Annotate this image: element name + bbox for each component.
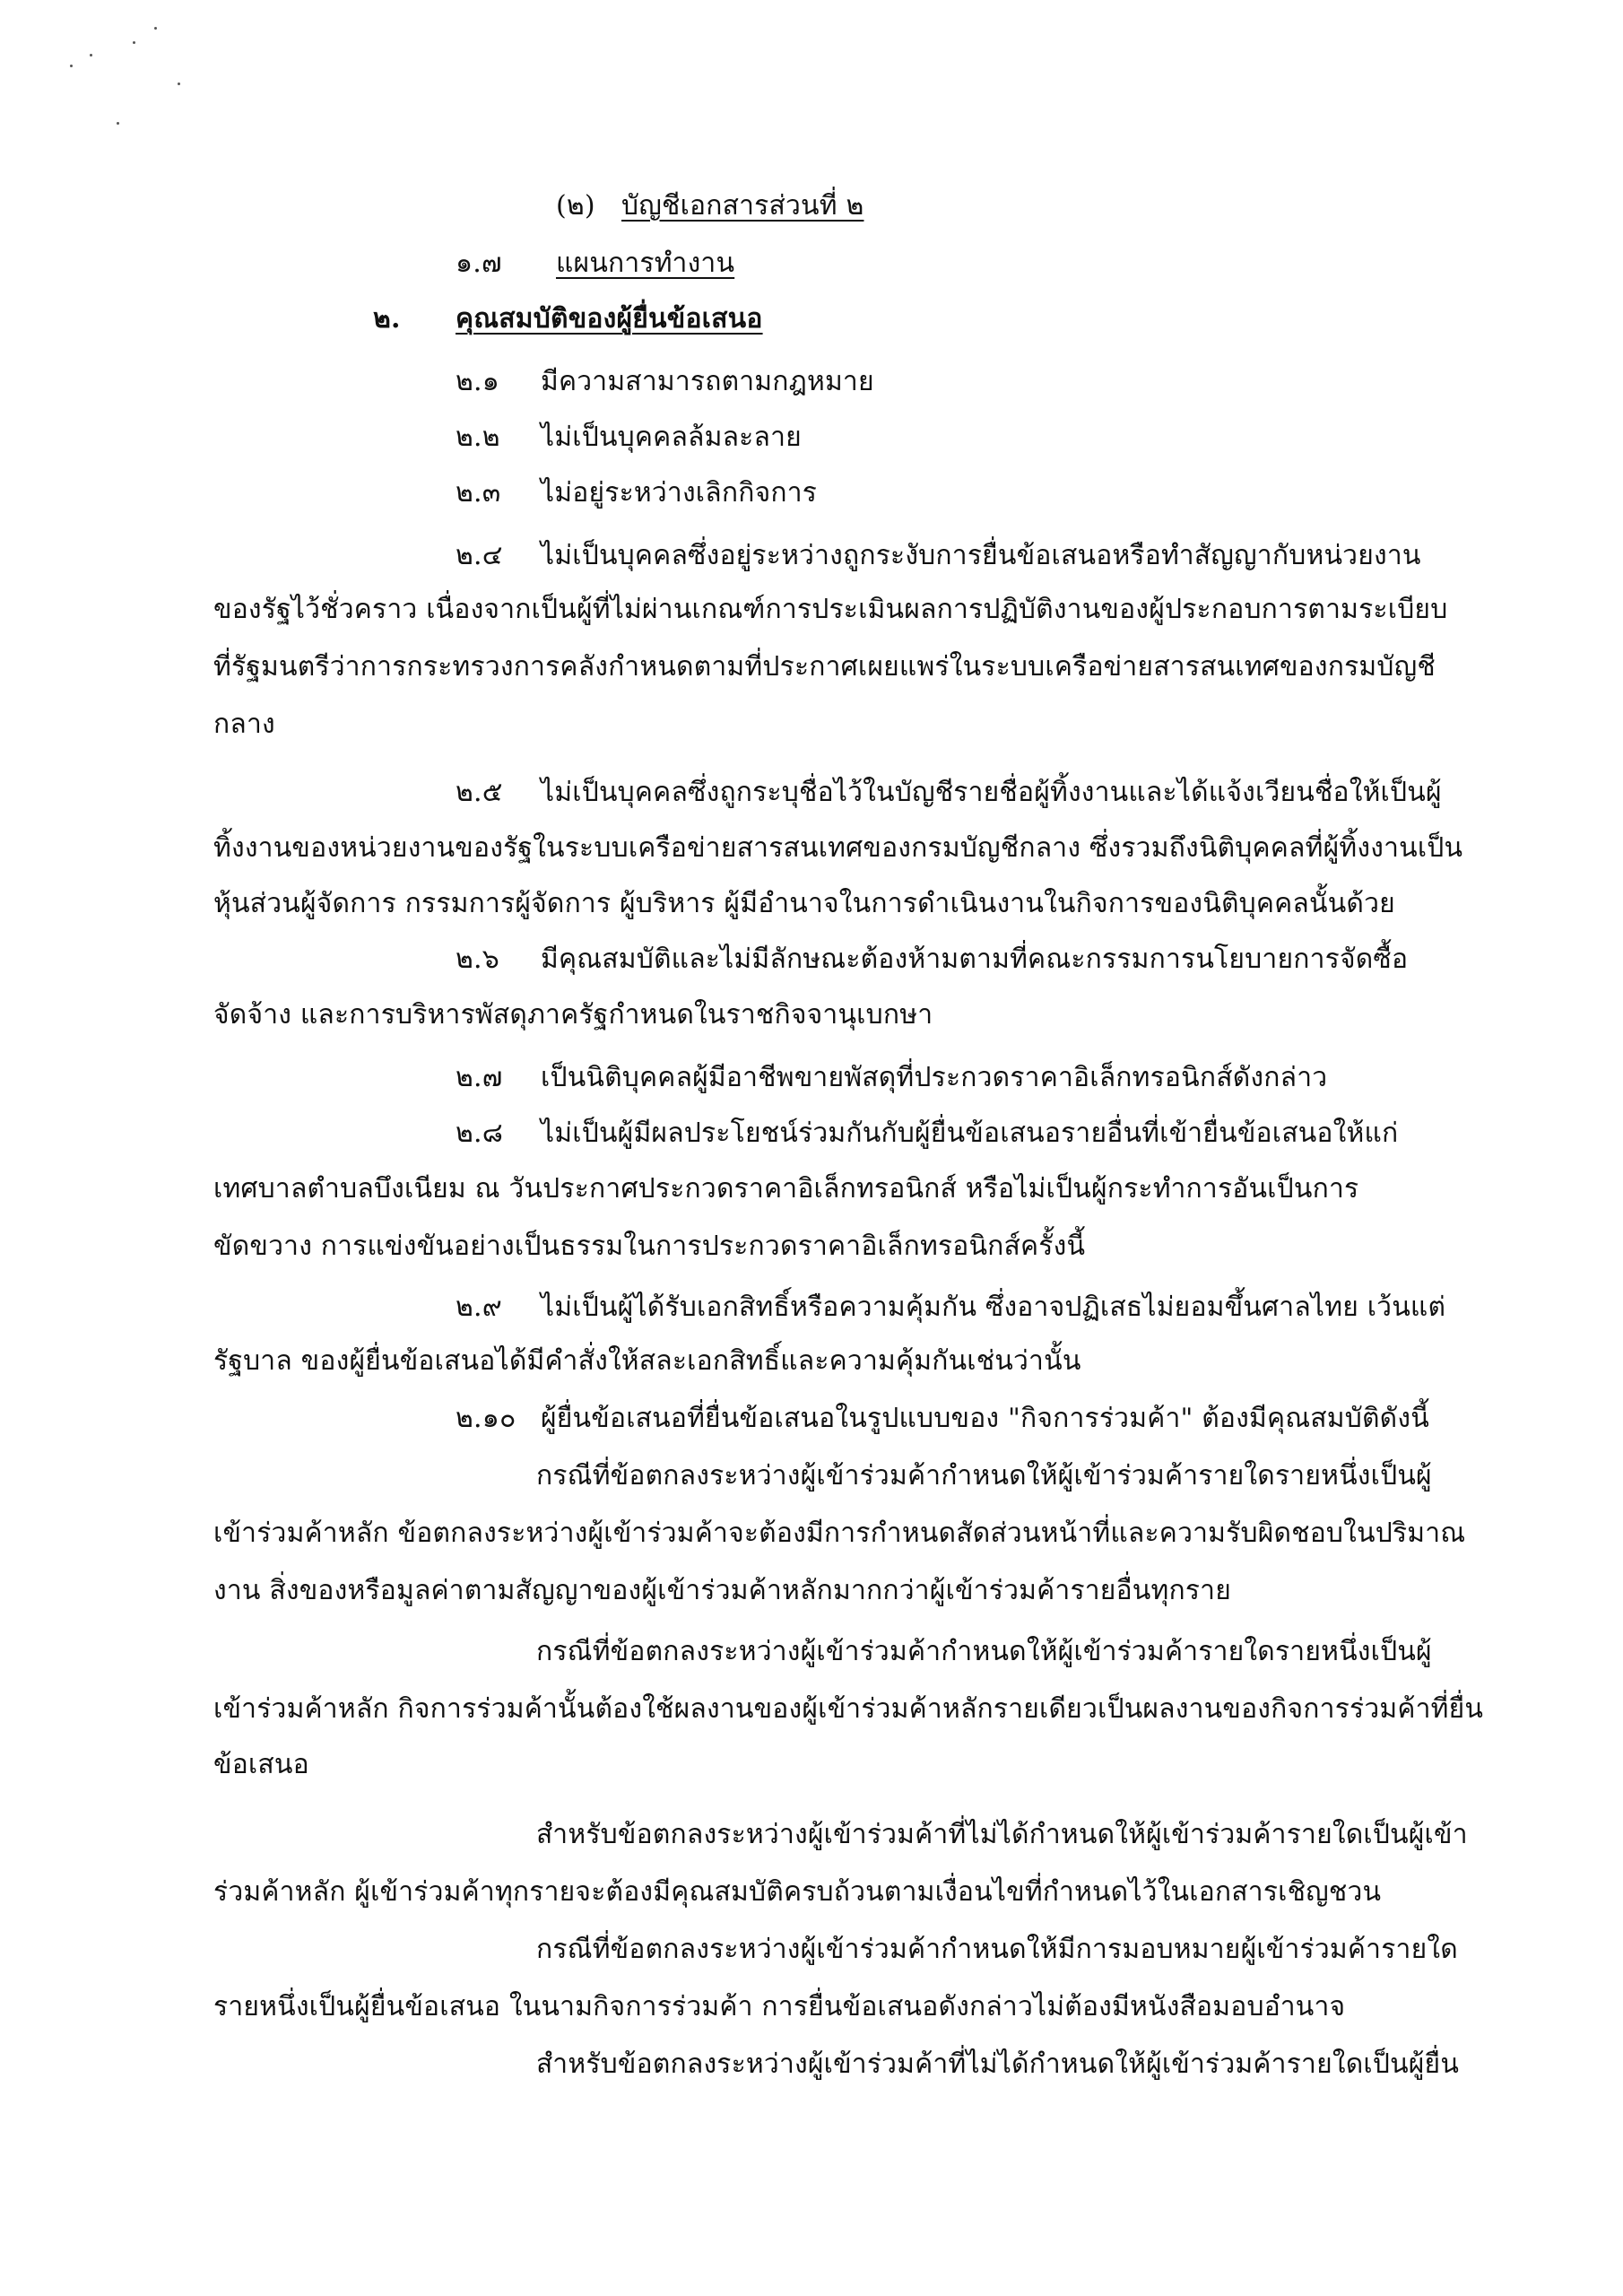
- item-number: ๒.๔: [456, 540, 503, 571]
- list-item: [456, 940, 1408, 979]
- line-text: กรณีที่ข้อตกลงระหว่างผู้เข้าร่วมค้ากำหนดให้ผู้เข้าร่วมค้ารายใดรายหนึ่งเป็นผู้: [536, 1460, 1432, 1492]
- paragraph-first-line: [536, 1815, 1468, 1855]
- item-text: ผู้ยื่นข้อเสนอที่ยื่นข้อเสนอในรูปแบบของ "กิจการร่วมค้า" ต้องมีคุณสมบัติดังนี้: [541, 1403, 1429, 1434]
- list-item: [456, 362, 874, 402]
- text-line: [213, 590, 1448, 630]
- text-line: [213, 648, 1436, 687]
- line-text: สำหรับข้อตกลงระหว่างผู้เข้าร่วมค้าที่ไม่ได้กำหนดให้ผู้เข้าร่วมค้ารายใดเป็นผู้เข้า: [536, 1819, 1468, 1850]
- text-line: [213, 1987, 1419, 2027]
- paragraph-first-line: [536, 1457, 1432, 1496]
- list-item: [456, 244, 734, 283]
- scan-speck: [133, 41, 135, 44]
- text-line: [213, 829, 1463, 868]
- line-text: กรณีที่ข้อตกลงระหว่างผู้เข้าร่วมค้ากำหนดให้ผู้เข้าร่วมค้ารายใดรายหนึ่งเป็นผู้: [536, 1636, 1432, 1667]
- item-text: มีความสามารถตามกฎหมาย: [541, 366, 874, 397]
- line-text: ข้อเสนอ: [213, 1749, 309, 1780]
- scan-speck: [178, 83, 180, 85]
- item-number: ๑.๗: [456, 248, 502, 279]
- text-line: [213, 1745, 1419, 1785]
- line-text: ที่รัฐมนตรีว่าการกระทรวงการคลังกำหนดตามที่ประกาศเผยแพร่ในระบบเครือข่ายสารสนเทศของกรมบัญชี: [213, 651, 1436, 683]
- item-text: ไม่เป็นบุคคลซึ่งอยู่ระหว่างถูกระงับการยื่นข้อเสนอหรือทำสัญญากับหน่วยงาน: [541, 540, 1421, 571]
- scan-speck: [90, 54, 92, 57]
- list-item: [456, 1399, 1429, 1439]
- line-text: เทศบาลตำบลบึงเนียม ณ วันประกาศประกวดราคาอิเล็กทรอนิกส์ หรือไม่เป็นผู้กระทำการอันเป็นการ: [213, 1173, 1359, 1205]
- section-title: คุณสมบัติของผู้ยื่นข้อเสนอ: [456, 303, 763, 335]
- line-text: ทิ้งงานของหน่วยงานของรัฐในระบบเครือข่ายสารสนเทศของกรมบัญชีกลาง ซึ่งรวมถึงนิติบุคคลที่ผู้ทิ้งงานเป็น: [213, 832, 1463, 864]
- line-text: จัดจ้าง และการบริหารพัสดุภาครัฐกำหนดในราชกิจจานุเบกษา: [213, 999, 933, 1031]
- scan-speck: [70, 65, 73, 67]
- scan-speck: [154, 27, 157, 30]
- line-text: กลาง: [213, 709, 275, 740]
- line-text: หุ้นส่วนผู้จัดการ กรรมการผู้จัดการ ผู้บริหาร ผู้มีอำนาจในการดำเนินงานในกิจการของนิติบุคคลนั้นด้วย: [213, 888, 1395, 919]
- item-text: ไม่อยู่ระหว่างเลิกกิจการ: [541, 477, 818, 509]
- item-number: ๒.๙: [456, 1292, 502, 1323]
- paragraph-first-line: [536, 1930, 1458, 1970]
- list-item: [456, 1058, 1327, 1098]
- list-item: [456, 536, 1419, 576]
- item-text: เป็นนิติบุคคลผู้มีอาชีพขายพัสดุที่ประกวดราคาอิเล็กทรอนิกส์ดังกล่าว: [541, 1062, 1328, 1093]
- item-text: ไม่เป็นผู้ได้รับเอกสิทธิ์หรือความคุ้มกัน ซึ่งอาจปฏิเสธไม่ยอมขึ้นศาลไทย เว้นแต่: [541, 1292, 1446, 1323]
- list-item: [556, 187, 864, 226]
- line-text: รัฐบาล ของผู้ยื่นข้อเสนอได้มีคำสั่งให้สละเอกสิทธิ์และความคุ้มกันเช่นว่านั้น: [213, 1345, 1081, 1377]
- item-number: (๒): [556, 190, 595, 222]
- section-number: ๒.: [373, 303, 401, 335]
- item-text: บัญชีเอกสารส่วนที่ ๒: [621, 190, 864, 222]
- list-item: [456, 773, 1442, 813]
- list-item: [456, 474, 817, 513]
- item-number: ๒.๘: [456, 1118, 504, 1149]
- line-text: เข้าร่วมค้าหลัก กิจการร่วมค้านั้นต้องใช้ผลงานของผู้เข้าร่วมค้าหลักรายเดียวเป็นผลงานของกิจการร่วมค้าที่ยื่น: [213, 1693, 1484, 1725]
- item-number: ๒.๒: [456, 422, 500, 453]
- item-text: ไม่เป็นบุคคลล้มละลาย: [541, 422, 802, 453]
- text-line: [213, 1514, 1466, 1553]
- text-line: [213, 1873, 1419, 1912]
- item-text: แผนการทำงาน: [556, 248, 735, 279]
- item-text: มีคุณสมบัติและไม่มีลักษณะต้องห้ามตามที่คณะกรรมการนโยบายการจัดซื้อ: [541, 944, 1409, 975]
- scan-speck: [117, 122, 119, 125]
- line-text: ขัดขวาง การแข่งขันอย่างเป็นธรรมในการประกวดราคาอิเล็กทรอนิกส์ครั้งนี้: [213, 1231, 1086, 1262]
- item-number: ๒.๓: [456, 477, 501, 509]
- item-number: ๒.๕: [456, 777, 503, 808]
- text-line: [213, 1571, 1419, 1611]
- line-text: งาน สิ่งของหรือมูลค่าตามสัญญาของผู้เข้าร่วมค้าหลักมากกว่าผู้เข้าร่วมค้ารายอื่นทุกราย: [213, 1575, 1231, 1606]
- text-line: [213, 1342, 1419, 1381]
- list-item: [456, 1114, 1398, 1153]
- item-number: ๒.๑๐: [456, 1403, 516, 1434]
- line-text: สำหรับข้อตกลงระหว่างผู้เข้าร่วมค้าที่ไม่ได้กำหนดให้ผู้เข้าร่วมค้ารายใดเป็นผู้ยื่น: [536, 2048, 1460, 2080]
- item-number: ๒.๑: [456, 366, 499, 397]
- paragraph-first-line: [536, 2045, 1459, 2084]
- line-text: ของรัฐไว้ชั่วคราว เนื่องจากเป็นผู้ที่ไม่ผ่านเกณฑ์การประเมินผลการปฏิบัติงานของผู้ประกอบการตามระเบียบ: [213, 594, 1448, 625]
- text-line: [213, 1170, 1419, 1209]
- line-text: รายหนึ่งเป็นผู้ยื่นข้อเสนอ ในนามกิจการร่วมค้า การยื่นข้อเสนอดังกล่าวไม่ต้องมีหนังสือมอบอำนาจ: [213, 1991, 1346, 2022]
- text-line: [213, 1690, 1484, 1729]
- paragraph-first-line: [536, 1632, 1432, 1672]
- item-number: ๒.๗: [456, 1062, 503, 1093]
- line-text: กรณีที่ข้อตกลงระหว่างผู้เข้าร่วมค้ากำหนดให้มีการมอบหมายผู้เข้าร่วมค้ารายใด: [536, 1934, 1458, 1965]
- list-item: [456, 1288, 1445, 1327]
- item-number: ๒.๖: [456, 944, 499, 975]
- item-text: ไม่เป็นผู้มีผลประโยชน์ร่วมกันกับผู้ยื่นข้อเสนอรายอื่นที่เข้ายื่นข้อเสนอให้แก่: [541, 1118, 1399, 1149]
- text-line: [213, 1227, 1419, 1266]
- line-text: ร่วมค้าหลัก ผู้เข้าร่วมค้าทุกรายจะต้องมีคุณสมบัติครบถ้วนตามเงื่อนไขที่กำหนดไว้ในเอกสารเชิญชวน: [213, 1876, 1382, 1908]
- item-text: ไม่เป็นบุคคลซึ่งถูกระบุชื่อไว้ในบัญชีรายชื่อผู้ทิ้งงานและได้แจ้งเวียนชื่อให้เป็นผู้: [541, 777, 1442, 808]
- text-line: [213, 996, 1419, 1035]
- list-item: [456, 418, 802, 457]
- line-text: เข้าร่วมค้าหลัก ข้อตกลงระหว่างผู้เข้าร่วมค้าจะต้องมีการกำหนดสัดส่วนหน้าที่และความรับผิดชอบในปริมาณ: [213, 1518, 1466, 1549]
- section-heading: [373, 300, 763, 339]
- text-line: [213, 705, 1419, 744]
- text-line: [213, 884, 1419, 924]
